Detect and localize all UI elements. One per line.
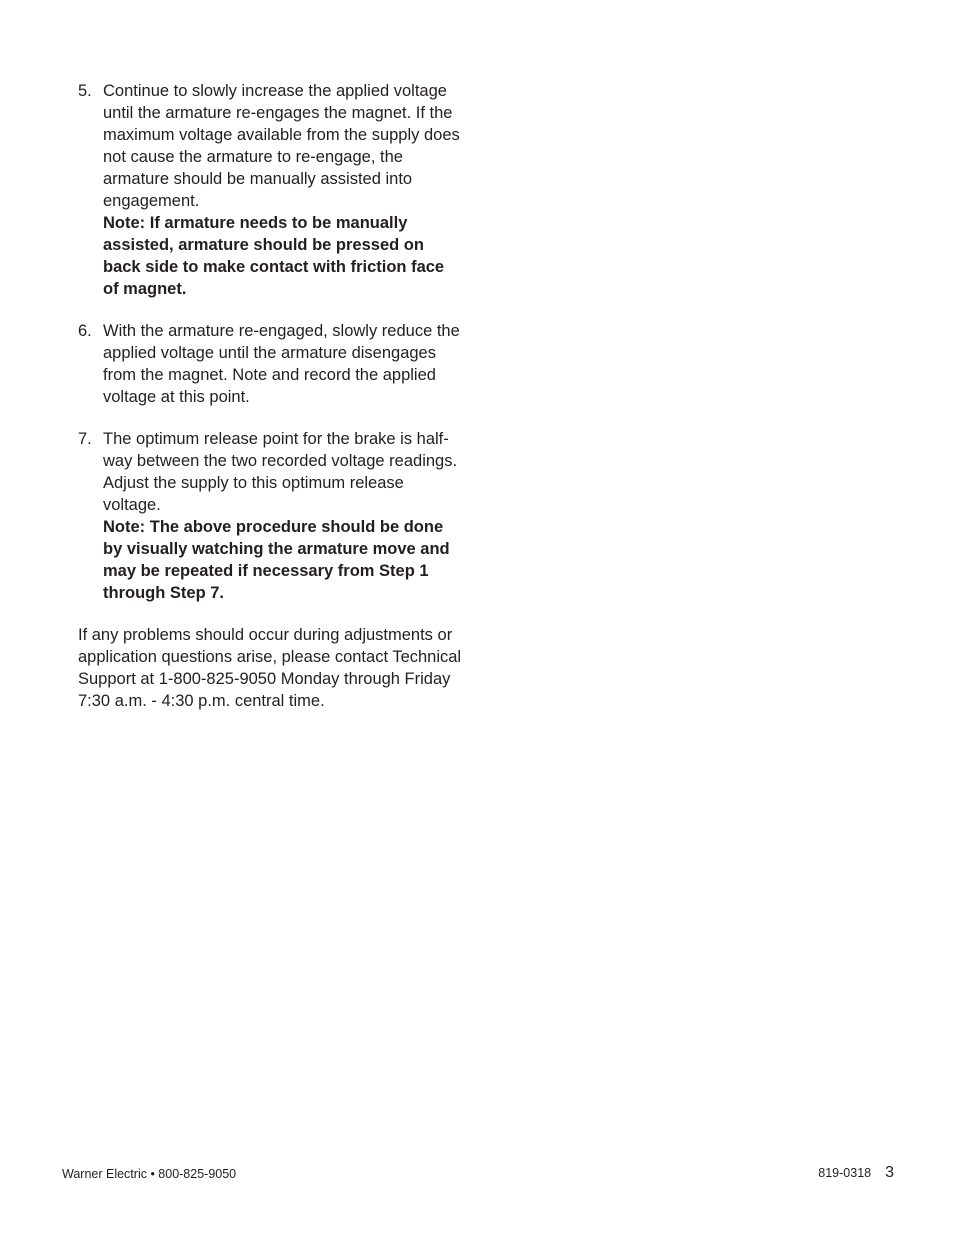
procedure-step-5: [78, 80, 463, 300]
step-note: Note: If armature needs to be manually assisted, armature should be pressed on back side to make contact with friction face of magnet.: [103, 214, 445, 298]
page-number: 3: [885, 1164, 894, 1181]
step-body: [103, 428, 463, 604]
step-text: The optimum release point for the brake is half-way between the two recorded voltage readings. Adjust the supply to this optimum release voltage.: [103, 430, 458, 514]
procedure-step-7: [78, 428, 463, 604]
footer-company: Warner Electric • 800-825-9050: [62, 1167, 237, 1181]
step-number: 7.: [78, 430, 92, 448]
step-number: 5.: [78, 82, 92, 100]
support-contact-paragraph: If any problems should occur during adjustments or application questions arise, please contact Technical Support at 1-800-825-9050 Monday through Friday 7:30 a.m. - 4:30 p.m. central time.: [78, 626, 462, 710]
main-content-column: [78, 80, 463, 712]
step-body: [103, 80, 463, 300]
step-note: Note: The above procedure should be done by visually watching the armature move and may be repeated if necessary from Step 1 through Step 7.: [103, 518, 450, 602]
step-text: With the armature re-engaged, slowly reduce the applied voltage until the armature disengages from the magnet. Note and record the applied voltage at this point.: [103, 322, 460, 406]
document-number: 819-0318: [818, 1166, 872, 1180]
procedure-step-6: [78, 320, 463, 408]
step-text: Continue to slowly increase the applied voltage until the armature re-engages the magnet. If the maximum voltage available from the supply does not cause the armature to re-engage, the armature should be manually assisted into engagement.: [103, 82, 460, 210]
footer-right: [818, 1164, 894, 1182]
step-body: [103, 320, 463, 408]
step-number: 6.: [78, 322, 92, 340]
